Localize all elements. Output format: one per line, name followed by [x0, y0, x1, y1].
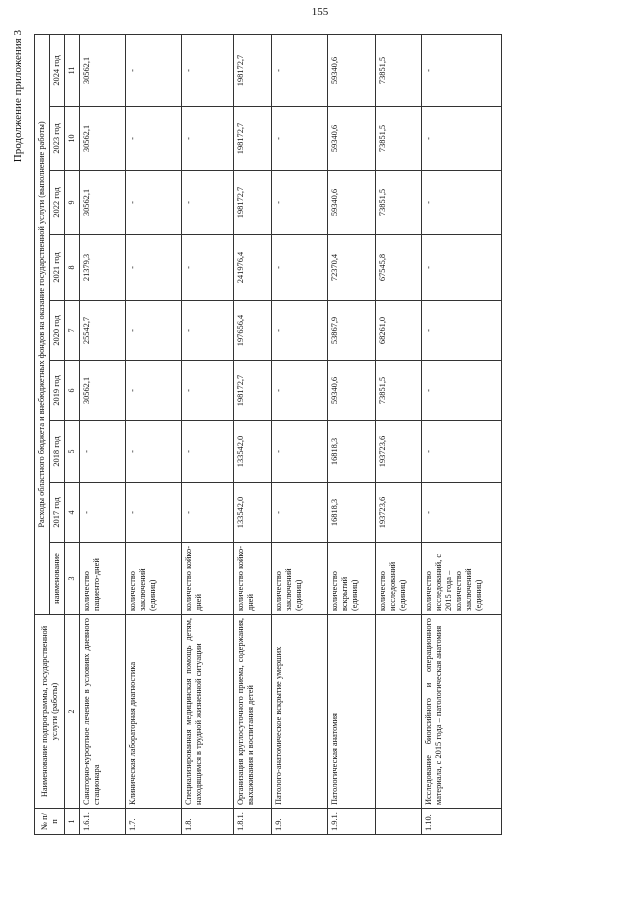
value-cell: -	[125, 235, 181, 301]
value-cell: -	[181, 483, 233, 543]
value-cell: 241976,4	[233, 235, 271, 301]
value-cell: 73851,5	[375, 361, 421, 421]
value-cell: 59340,6	[327, 107, 375, 171]
index-cell: 3	[65, 543, 80, 615]
index-cell: 5	[65, 421, 80, 483]
value-cell: 198172,7	[233, 107, 271, 171]
value-cell: -	[125, 107, 181, 171]
index-cell: 2	[65, 615, 80, 809]
index-cell: 9	[65, 171, 80, 235]
row-name: Организация круглосуточного приема, содержания, выхаживания и воспитания детей	[233, 615, 271, 809]
row-unit: количество заключений (единиц)	[125, 543, 181, 615]
value-cell: -	[125, 301, 181, 361]
value-cell: -	[271, 361, 327, 421]
value-cell: 193723,6	[375, 483, 421, 543]
value-cell: 59340,6	[327, 34, 375, 106]
value-cell: 198172,7	[233, 34, 271, 106]
value-cell: 67545,8	[375, 235, 421, 301]
value-cell: 198172,7	[233, 361, 271, 421]
year-header: 2018 год	[50, 421, 65, 483]
value-cell: 193723,6	[375, 421, 421, 483]
row-num: 1.6.1.	[79, 809, 125, 835]
name-header: Наименование подпрограммы, государственной услуги (работы)	[35, 615, 65, 809]
value-cell: 30562,1	[79, 361, 125, 421]
value-cell: -	[125, 421, 181, 483]
row-unit: количество койко-дней	[233, 543, 271, 615]
index-cell: 11	[65, 34, 80, 106]
value-cell: -	[271, 483, 327, 543]
index-cell: 1	[65, 809, 80, 835]
value-cell: -	[421, 301, 501, 361]
value-cell: -	[181, 235, 233, 301]
value-cell: -	[271, 171, 327, 235]
row-name: Исследование биопсийного и операционного материала, с 2015 года – патологическая анатомия	[421, 615, 501, 809]
value-cell: 21379,3	[79, 235, 125, 301]
row-num: 1.8.1.	[233, 809, 271, 835]
header-row-1	[35, 34, 50, 834]
table-row	[233, 34, 271, 834]
value-cell: 59340,6	[327, 171, 375, 235]
year-header: 2022 год	[50, 171, 65, 235]
value-cell: 30562,1	[79, 107, 125, 171]
row-unit: количество исследований, с 2015 года – количество заключений (единиц)	[421, 543, 501, 615]
value-cell: 16818,3	[327, 483, 375, 543]
value-cell: 16818,3	[327, 421, 375, 483]
value-cell: -	[125, 34, 181, 106]
index-cell: 10	[65, 107, 80, 171]
row-num: 1.8.	[181, 809, 233, 835]
row-unit: количество заключений (единиц)	[271, 543, 327, 615]
value-cell: 59340,6	[327, 361, 375, 421]
row-unit: количество исследований (единиц)	[375, 543, 421, 615]
value-cell: 73851,5	[375, 107, 421, 171]
appendix-caption: Продолжение приложения 3	[12, 30, 24, 163]
value-cell: -	[181, 361, 233, 421]
value-cell: -	[271, 235, 327, 301]
value-cell: 53867,9	[327, 301, 375, 361]
value-cell: -	[181, 421, 233, 483]
value-cell: -	[421, 483, 501, 543]
value-cell: 133542,0	[233, 483, 271, 543]
row-num: 1.7.	[125, 809, 181, 835]
value-cell: -	[271, 421, 327, 483]
table-row	[271, 34, 327, 834]
value-cell: -	[181, 301, 233, 361]
row-num	[375, 809, 421, 835]
value-cell: 133542,0	[233, 421, 271, 483]
value-cell: -	[271, 107, 327, 171]
row-unit: количество вскрытий (единиц)	[327, 543, 375, 615]
value-cell: -	[421, 361, 501, 421]
table-row	[181, 34, 233, 834]
value-cell: -	[79, 483, 125, 543]
value-cell: 30562,1	[79, 34, 125, 106]
expenses-header: Расходы областного бюджета и внебюджетных фондов на оказание государственной услуги (выполнение работы)	[35, 34, 50, 614]
row-name: Санаторно-курортное лечение в условиях дневного стационара	[79, 615, 125, 809]
row-num: 1.9.	[271, 809, 327, 835]
value-cell: 72370,4	[327, 235, 375, 301]
table-row	[421, 34, 501, 834]
table-row	[327, 34, 375, 834]
num-header: № п/п	[35, 809, 65, 835]
index-cell: 7	[65, 301, 80, 361]
year-header: 2020 год	[50, 301, 65, 361]
index-cell: 8	[65, 235, 80, 301]
value-cell: 197656,4	[233, 301, 271, 361]
value-cell: -	[181, 34, 233, 106]
value-cell: 73851,5	[375, 171, 421, 235]
year-header: 2021 год	[50, 235, 65, 301]
index-cell: 6	[65, 361, 80, 421]
value-cell: -	[125, 483, 181, 543]
value-cell: -	[271, 301, 327, 361]
year-header: 2024 год	[50, 34, 65, 106]
row-num: 1.9.1.	[327, 809, 375, 835]
expenses-table	[34, 34, 502, 835]
value-cell: -	[79, 421, 125, 483]
year-header: 2023 год	[50, 107, 65, 171]
year-header: 2017 год	[50, 483, 65, 543]
table-row	[375, 34, 421, 834]
table-row	[125, 34, 181, 834]
value-cell: -	[181, 171, 233, 235]
index-row	[65, 34, 80, 834]
value-cell: 30562,1	[79, 171, 125, 235]
value-cell: 25542,7	[79, 301, 125, 361]
row-name	[375, 615, 421, 809]
value-cell: -	[421, 421, 501, 483]
row-unit: количество койко-дней	[181, 543, 233, 615]
value-cell: 68261,0	[375, 301, 421, 361]
row-name: Патологическая анатомия	[327, 615, 375, 809]
value-cell: -	[421, 107, 501, 171]
page-number: 155	[311, 6, 329, 18]
row-name: Патолого-анатомическое вскрытие умерших	[271, 615, 327, 809]
value-cell: -	[125, 361, 181, 421]
value-cell: -	[421, 34, 501, 106]
row-unit: количество пациенто-дней	[79, 543, 125, 615]
table-row	[79, 34, 125, 834]
row-num: 1.10.	[421, 809, 501, 835]
value-cell: -	[181, 107, 233, 171]
value-cell: 198172,7	[233, 171, 271, 235]
value-cell: -	[421, 235, 501, 301]
index-cell: 4	[65, 483, 80, 543]
value-cell: -	[125, 171, 181, 235]
value-cell: -	[271, 34, 327, 106]
value-cell: 73851,5	[375, 34, 421, 106]
value-cell: -	[421, 171, 501, 235]
row-name: Клиническая лабораторная диагностика	[125, 615, 181, 809]
unit-name-header: наименование	[50, 543, 65, 615]
year-header: 2019 год	[50, 361, 65, 421]
row-name: Специализированная медицинская помощь детям, находящимся в трудной жизненной ситуации	[181, 615, 233, 809]
